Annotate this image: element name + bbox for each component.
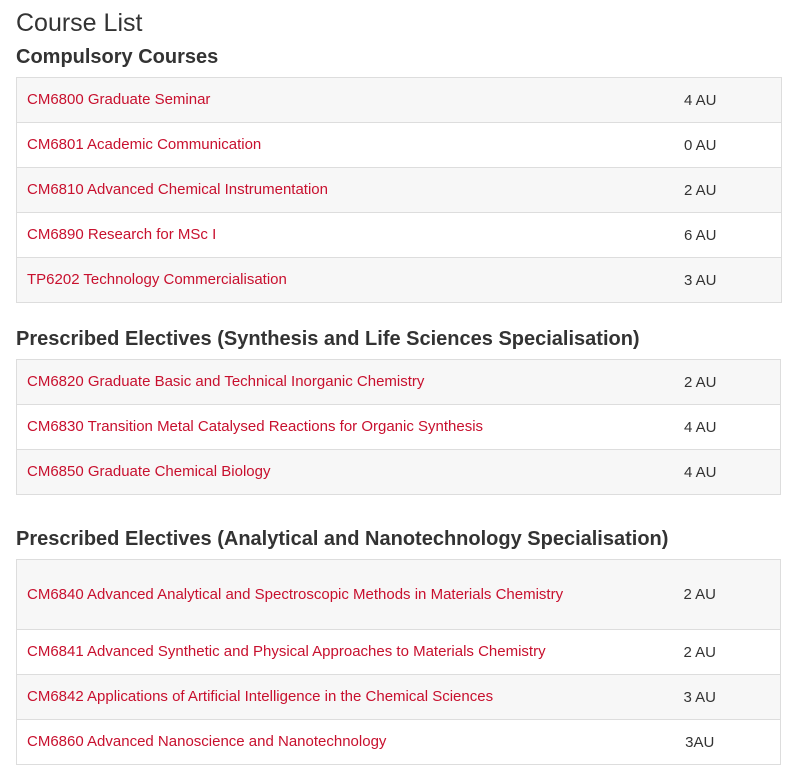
course-credits: 4 AU: [621, 450, 781, 495]
page-title: Course List: [16, 9, 143, 37]
compulsory-courses-table: [16, 77, 782, 303]
course-credits: 0 AU: [620, 123, 782, 168]
table-row: [17, 360, 781, 405]
course-credits: 3AU: [620, 720, 781, 765]
table-row: [17, 168, 782, 213]
table-row: [17, 123, 782, 168]
course-link-cm6850[interactable]: CM6850 Graduate Chemical Biology: [27, 463, 271, 480]
analytical-electives-table: [16, 559, 781, 765]
course-link-tp6202[interactable]: TP6202 Technology Commercialisation: [27, 271, 287, 288]
section-title-synthesis-electives: Prescribed Electives (Synthesis and Life Sciences Specialisation): [16, 328, 640, 350]
course-link-cm6840[interactable]: CM6840 Advanced Analytical and Spectroscopic Methods in Materials Chemistry: [27, 585, 564, 603]
course-link-cm6830[interactable]: CM6830 Transition Metal Catalysed Reactions for Organic Synthesis: [27, 418, 484, 435]
course-link-cm6810[interactable]: CM6810 Advanced Chemical Instrumentation: [27, 181, 328, 198]
course-link-cm6890[interactable]: CM6890 Research for MSc I: [27, 226, 217, 243]
table-row: [17, 258, 782, 303]
table-row: [17, 675, 781, 720]
table-row: [17, 405, 781, 450]
table-row: [17, 450, 781, 495]
synthesis-electives-table: [16, 359, 781, 495]
course-credits: 2 AU: [620, 630, 781, 675]
course-credits: 2 AU: [621, 360, 781, 405]
course-credits: 4 AU: [620, 78, 782, 123]
course-credits: 2 AU: [620, 560, 781, 630]
table-row: [17, 720, 781, 765]
course-link-cm6820[interactable]: CM6820 Graduate Basic and Technical Inorganic Chemistry: [27, 373, 425, 390]
course-credits: 3 AU: [620, 258, 782, 303]
course-credits: 3 AU: [620, 675, 781, 720]
table-row: [17, 213, 782, 258]
table-row: [17, 560, 781, 630]
section-title-compulsory: Compulsory Courses: [16, 46, 219, 68]
course-link-cm6801[interactable]: CM6801 Academic Communication: [27, 136, 262, 153]
course-link-cm6842[interactable]: CM6842 Applications of Artificial Intelligence in the Chemical Sciences: [27, 688, 494, 705]
course-link-cm6800[interactable]: CM6800 Graduate Seminar: [27, 91, 211, 108]
course-link-cm6860[interactable]: CM6860 Advanced Nanoscience and Nanotechnology: [27, 733, 387, 750]
course-credits: 2 AU: [620, 168, 782, 213]
table-row: [17, 78, 782, 123]
course-link-cm6841[interactable]: CM6841 Advanced Synthetic and Physical Approaches to Materials Chemistry: [27, 643, 546, 660]
section-title-analytical-electives: Prescribed Electives (Analytical and Nanotechnology Specialisation): [16, 528, 669, 550]
course-credits: 6 AU: [620, 213, 782, 258]
course-credits: 4 AU: [621, 405, 781, 450]
table-row: [17, 630, 781, 675]
